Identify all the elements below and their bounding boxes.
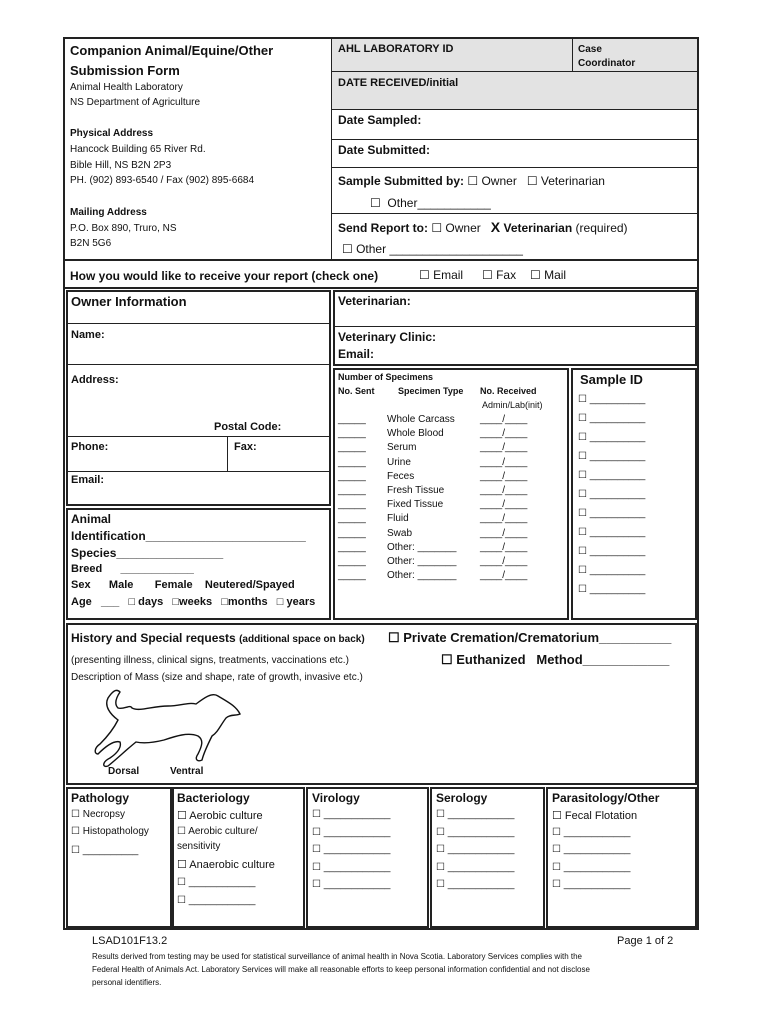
specimen-received-blank[interactable]: ____/____ [480,428,528,440]
sample-id-entry[interactable]: ☐ __________ [578,489,646,500]
date-sampled-label[interactable]: Date Sampled: [338,113,422,127]
specimen-sent-blank[interactable]: _____ [338,414,366,425]
animal-sex-field[interactable]: Sex Male Female Neutered/Spayed [71,579,295,591]
virology-option[interactable]: ☐ ____________ [312,809,391,820]
bacteriology-option-aerobic[interactable]: ☐ Aerobic culture [177,810,263,822]
owner-postal-field[interactable]: Postal Code: [214,421,282,433]
sample-id-entry[interactable]: ☐ __________ [578,394,646,405]
owner-name-field[interactable]: Name: [71,329,105,341]
specimen-sent-blank[interactable]: _____ [338,570,366,582]
sample-id-entry[interactable]: ☐ __________ [578,451,646,462]
specimen-sent-blank[interactable]: _____ [338,513,366,525]
parasitology-option[interactable]: ☐ ____________ [552,879,631,890]
serology-title: Serology [436,791,488,805]
sample-id-entry[interactable]: ☐ __________ [578,565,646,576]
dept-name: NS Department of Agriculture [70,97,201,108]
animal-label: Animal [71,512,112,526]
sample-id-entry[interactable]: ☐ __________ [578,546,646,557]
serology-option[interactable]: ☐ ____________ [436,879,515,890]
specimen-received-blank[interactable]: ____/____ [480,470,528,482]
specimen-type: Serum [387,442,417,454]
receive-email-option[interactable]: ☐ Email [419,268,464,282]
specimen-sent-blank[interactable]: _____ [338,456,366,468]
specimen-received-blank[interactable]: ____/____ [480,456,528,468]
specimen-received-blank[interactable]: ____/____ [480,499,528,511]
pathology-option-other[interactable]: ☐ __________ [71,845,139,856]
sample-id-entry[interactable]: ☐ __________ [578,470,646,481]
private-cremation-option[interactable]: ☐ Private Cremation/Crematorium__________ [388,630,672,645]
col-specimen-type: Specimen Type [398,386,464,396]
specimen-sent-blank[interactable]: _____ [338,442,366,454]
animal-age-field[interactable]: Age ___ □ days □weeks □months □ years [71,596,316,608]
history-title-row [71,631,365,645]
dorsal-label: Dorsal [108,766,140,777]
pathology-option-necropsy[interactable]: ☐ Necropsy [71,809,125,820]
sample-id-title: Sample ID [580,372,643,387]
specimen-type: Swab [387,527,413,539]
physical-label: Physical Address [70,128,154,139]
send-report-vet[interactable]: Veterinarian [503,221,573,235]
specimen-received-blank[interactable]: ____/____ [480,541,528,553]
vet-email-field[interactable]: Email: [338,347,375,361]
specimen-sent-blank[interactable]: _____ [338,556,366,567]
parasitology-title: Parasitology/Other [552,791,660,805]
send-report-required: (required) [575,221,628,235]
specimen-type: Other: _______ [387,556,457,567]
specimen-type: Fluid [387,513,409,525]
parasitology-option[interactable]: ☐ ____________ [552,826,631,838]
specimen-received-blank[interactable]: ____/____ [480,527,528,539]
parasitology-option[interactable]: ☐ Fecal Flotation [552,810,638,822]
history-note-1: (presenting illness, clinical signs, treatments, vaccinations etc.) [71,655,349,666]
history-title: History and Special requests [71,631,236,645]
submitted-by-owner[interactable]: ☐ Owner [467,174,517,188]
owner-fax-field[interactable]: Fax: [234,441,257,453]
ahl-id-label: AHL LABORATORY ID [338,43,454,55]
serology-option[interactable]: ☐ ____________ [436,844,515,855]
specimen-type: Other: _______ [387,570,457,582]
date-submitted-label[interactable]: Date Submitted: [338,143,431,157]
virology-option[interactable]: ☐ ____________ [312,844,391,855]
specimen-type: Feces [387,470,415,482]
specimen-sent-blank[interactable]: _____ [338,527,366,539]
specimen-type: Whole Carcass [387,414,455,425]
pathology-option-histopathology[interactable]: ☐ Histopathology [71,826,149,837]
specimen-received-blank[interactable]: ____/____ [480,442,528,454]
physical-line-1: Hancock Building 65 River Rd. [70,144,206,155]
bacteriology-option-sensitivity-line: sensitivity [177,841,221,852]
specimen-sent-blank[interactable]: _____ [338,485,366,496]
mailing-line-1: P.O. Box 890, Truro, NS [70,223,177,234]
receive-fax-option[interactable]: ☐ Fax [482,268,517,282]
specimen-received-blank[interactable]: ____/____ [480,570,528,582]
mailing-line-2: B2N 5G6 [70,238,112,249]
mailing-label: Mailing Address [70,207,147,218]
virology-option[interactable]: ☐ ____________ [312,826,391,838]
specimen-received-blank[interactable]: ____/____ [480,485,528,496]
sample-id-entry[interactable]: ☐ __________ [578,432,646,443]
parasitology-option[interactable]: ☐ ____________ [552,844,631,855]
specimen-received-blank[interactable]: ____/____ [480,414,528,425]
virology-option[interactable]: ☐ ____________ [312,879,391,890]
send-report-other[interactable]: ☐ Other ____________________ [342,242,523,256]
submitted-by-vet[interactable]: ☐ Veterinarian [526,174,605,188]
animal-species-field[interactable]: Species________________ [71,546,224,560]
specimen-sent-blank[interactable]: _____ [338,541,366,553]
send-report-x-mark: X [490,219,501,235]
form-title-1: Companion Animal/Equine/Other [70,43,274,58]
bacteriology-option-other-2[interactable]: ☐ ____________ [177,895,256,906]
case-coordinator-label: Case Coordinator [578,44,636,69]
lab-name: Animal Health Laboratory [70,82,183,93]
veterinarian-field[interactable]: Veterinarian: [338,294,411,308]
history-note-2: Description of Mass (size and shape, rate of growth, invasive etc.) [71,672,363,683]
vet-clinic-field[interactable]: Veterinary Clinic: [338,330,437,344]
submitted-by-label: Sample Submitted by: [338,174,465,188]
form-title-2: Submission Form [70,63,180,78]
physical-line-2: Bible Hill, NS B2N 2P3 [70,160,172,171]
owner-email-field[interactable]: Email: [71,474,105,486]
receive-report-label: How you would like to receive your report (check one) [70,269,379,283]
owner-phone-field[interactable]: Phone: [71,441,109,453]
specimens-title: Number of Specimens [338,372,434,382]
virology-title: Virology [312,791,360,805]
specimen-type: Urine [387,456,411,468]
specimen-received-blank[interactable]: ____/____ [480,556,528,567]
submitted-by-row [338,174,605,188]
lab-phone: PH. (902) 893-6540 / Fax (902) 895-6684 [70,175,254,186]
submitted-by-other[interactable]: ☐ Other___________ [370,196,491,210]
specimen-sent-blank[interactable]: _____ [338,428,366,440]
sample-id-entry[interactable]: ☐ __________ [578,584,646,595]
animal-identification-field[interactable]: Identification________________________ [71,529,306,543]
bacteriology-option-other-1[interactable]: ☐ ____________ [177,877,256,888]
specimen-sent-blank[interactable]: _____ [338,470,366,482]
owner-address-field[interactable]: Address: [71,374,119,386]
serology-option[interactable]: ☐ ____________ [436,809,515,820]
send-report-owner[interactable]: ☐ Owner [431,221,481,235]
col-no-received: No. Received [480,386,537,396]
serology-option[interactable]: ☐ ____________ [436,861,515,873]
pathology-title: Pathology [71,791,130,805]
parasitology-option[interactable]: ☐ ____________ [552,861,631,873]
page-number: Page 1 of 2 [617,935,674,947]
serology-option[interactable]: ☐ ____________ [436,826,515,838]
send-report-label: Send Report to: [338,221,428,235]
specimen-received-blank[interactable]: ____/____ [480,513,528,525]
animal-outline-diagram [80,684,250,774]
col-admin-lab: Admin/Lab(init) [482,400,543,410]
footer-note-3: personal identifiers. [92,978,162,987]
footer-note-1: Results derived from testing may be used for statistical surveillance of animal health in Nova Scotia. Laboratory Services complies with the [92,952,583,961]
footer-note-2: Federal Health of Animals Act. Laboratory Services will make all reasonable efforts to keep personal information confidential and not disclose [92,965,590,974]
specimen-type: Whole Blood [387,428,444,440]
animal-breed-field[interactable]: Breed ____________ [71,563,194,575]
sample-id-entry[interactable]: ☐ __________ [578,413,646,424]
bacteriology-option-anaerobic[interactable]: ☐ Anaerobic culture [177,859,275,871]
virology-option[interactable]: ☐ ____________ [312,861,391,873]
date-received-label: DATE RECEIVED/initial [338,77,459,89]
owner-info-title: Owner Information [71,294,187,309]
form-code: LSAD101F13.2 [92,935,168,947]
bacteriology-title: Bacteriology [177,791,250,805]
specimen-type: Other: _______ [387,541,457,553]
euthanized-option[interactable]: ☐ Euthanized Method____________ [441,652,670,667]
sample-id-entry[interactable]: ☐ __________ [578,508,646,519]
bacteriology-option-aerobic-sensitivity[interactable]: ☐ Aerobic culture/ [177,826,258,837]
col-no-sent: No. Sent [338,386,375,396]
history-title-note: (additional space on back) [239,634,365,645]
send-report-row [338,219,628,235]
specimen-type: Fixed Tissue [387,499,444,511]
receive-mail-option[interactable]: ☐ Mail [530,268,567,282]
specimen-type: Fresh Tissue [387,485,445,496]
specimen-sent-blank[interactable]: _____ [338,499,366,511]
ventral-label: Ventral [170,766,204,777]
sample-id-entry[interactable]: ☐ __________ [578,527,646,538]
